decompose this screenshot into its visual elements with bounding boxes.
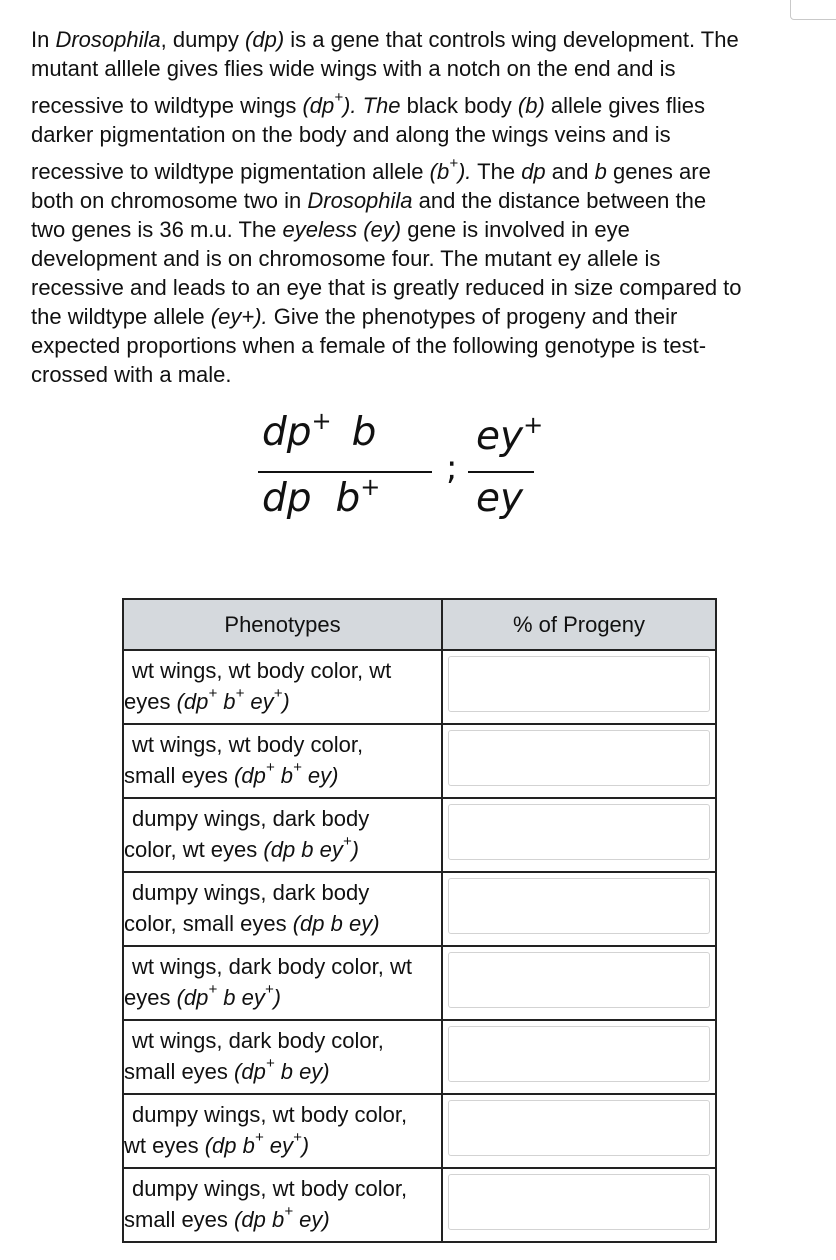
genotype-notation: ey (263, 1133, 293, 1158)
genotype-superscript: + (523, 411, 544, 439)
genotype-superscript: + (284, 1202, 293, 1220)
table-row (123, 946, 716, 1020)
phenotype-text: dumpy wings, wt body color, (132, 1102, 408, 1127)
genotype-text: b (351, 410, 377, 455)
genotype-superscript: + (265, 758, 275, 776)
genotype-superscript: + (292, 1128, 302, 1146)
phenotype-genotype (124, 833, 441, 866)
percent-input[interactable] (448, 1026, 710, 1082)
genotype-separator: ; (446, 448, 458, 488)
genotype-notation: ) (301, 1133, 310, 1158)
phenotype-text: color, wt eyes (124, 837, 264, 862)
percent-input[interactable] (448, 1100, 710, 1156)
genotype-top-right (476, 411, 544, 459)
percent-input[interactable] (448, 656, 710, 712)
prompt-text: ). The (343, 93, 401, 118)
phenotype-text: eyes (124, 689, 177, 714)
genotype-superscript: + (208, 980, 218, 998)
prompt-text: Drosophila (55, 27, 161, 52)
percent-cell (442, 1168, 716, 1242)
percent-cell (442, 650, 716, 724)
prompt-line: expected proportions when a female of the following genotype is test- (31, 333, 707, 358)
phenotype-cell (123, 946, 442, 1020)
phenotype-genotype (124, 1055, 441, 1088)
table-row (123, 798, 716, 872)
prompt-text: and (545, 159, 595, 184)
progeny-table (122, 598, 717, 1243)
prompt-text: Drosophila (307, 188, 413, 213)
genotype-notation: (dp b (234, 1207, 285, 1232)
table-row (123, 1168, 716, 1242)
phenotype-text: wt wings, dark body color, wt (132, 954, 413, 979)
percent-cell (442, 872, 716, 946)
prompt-text: b (594, 159, 607, 184)
genotype-notation: (dp (176, 985, 209, 1010)
prompt-line: mutant alllele gives flies wide wings with a notch on the end and is (31, 56, 676, 81)
fraction-bar-left (258, 471, 432, 473)
corner-widget (790, 0, 836, 20)
prompt-text: the wildtype allele (31, 304, 211, 329)
genotype-superscript: + (265, 1054, 275, 1072)
genotype-notation: ) (273, 985, 281, 1010)
prompt-superscript: + (334, 88, 344, 106)
prompt-line (31, 25, 821, 54)
genotype-notation: (dp b (204, 1133, 255, 1158)
genotype-notation: (dp (234, 1059, 266, 1084)
prompt-text: gene is involved in eye (401, 217, 630, 242)
prompt-text: (b) (517, 93, 545, 118)
prompt-line (31, 154, 821, 186)
prompt-line (31, 186, 821, 215)
phenotype-text: wt wings, dark body color, (132, 1028, 384, 1053)
prompt-text: In (31, 27, 56, 52)
prompt-text: ). (457, 159, 472, 184)
genotype-notation: ey) (292, 1207, 330, 1232)
phenotype-genotype (124, 1203, 441, 1236)
phenotype-genotype (124, 981, 441, 1014)
prompt-text: The (471, 159, 522, 184)
percent-cell (442, 724, 716, 798)
genotype-notation: b ey) (274, 1059, 330, 1084)
phenotype-cell (123, 1094, 442, 1168)
genotype-superscript: + (292, 758, 302, 776)
percent-input[interactable] (448, 878, 710, 934)
prompt-text: both on chromosome two in (31, 188, 308, 213)
phenotype-cell (123, 1020, 442, 1094)
phenotype-text: eyes (124, 985, 177, 1010)
genotype-notation: (dp b ey) (292, 911, 380, 936)
prompt-superscript: + (449, 154, 458, 172)
genotype-superscript: + (208, 684, 218, 702)
genotype-notation: ey) (301, 763, 339, 788)
genotype-notation: (dp (176, 689, 209, 714)
prompt-line (31, 88, 821, 120)
genotype-superscript: + (273, 684, 283, 702)
phenotype-cell (123, 798, 442, 872)
prompt-text: recessive to wildtype pigmentation allele (31, 159, 430, 184)
prompt-text: Give the phenotypes of progeny and their (267, 304, 678, 329)
prompt-text: (dp (302, 93, 335, 118)
genotype-top-left (262, 407, 377, 455)
phenotype-text: wt wings, wt body color, wt (132, 658, 392, 683)
phenotype-genotype (124, 1129, 441, 1162)
phenotype-genotype (124, 759, 441, 792)
phenotype-text: dumpy wings, wt body color, (132, 1176, 408, 1201)
phenotypes-header: Phenotypes (123, 599, 442, 650)
prompt-line: recessive and leads to an eye that is greatly reduced in size compared to (31, 275, 742, 300)
genotype-bottom-right: ey (476, 476, 524, 521)
percent-cell (442, 1094, 716, 1168)
prompt-text: eyeless (ey) (282, 217, 402, 242)
prompt-text: is a gene that controls wing development. The (284, 27, 739, 52)
percent-input[interactable] (448, 730, 710, 786)
prompt-line: development and is on chromosome four. The mutant ey allele is (31, 246, 661, 271)
prompt-text: (dp) (245, 27, 285, 52)
prompt-text: and the distance between the (412, 188, 707, 213)
genotype-notation: b (274, 763, 293, 788)
prompt-line: darker pigmentation on the body and along the wings veins and is (31, 122, 671, 147)
phenotype-text: small eyes (124, 1059, 235, 1084)
genotype-notation: ) (351, 837, 359, 862)
phenotype-text: small eyes (124, 1207, 235, 1232)
genotype-notation: b (217, 689, 236, 714)
phenotype-text: small eyes (124, 763, 235, 788)
prompt-text: (b (429, 159, 450, 184)
prompt-line: crossed with a male. (31, 362, 232, 387)
percent-input[interactable] (448, 1174, 710, 1230)
table-row (123, 1020, 716, 1094)
prompt-text: recessive to wildtype wings (31, 93, 303, 118)
genotype-text: dp (262, 476, 312, 521)
question-prompt (31, 25, 821, 389)
phenotype-text: wt eyes (124, 1133, 205, 1158)
table-row (123, 1094, 716, 1168)
phenotype-cell (123, 1168, 442, 1242)
genotype-superscript: + (264, 980, 274, 998)
phenotype-text: color, small eyes (124, 911, 293, 936)
percent-input[interactable] (448, 952, 710, 1008)
phenotype-cell (123, 650, 442, 724)
percent-cell (442, 798, 716, 872)
genotype-superscript: + (235, 684, 245, 702)
prompt-text: (ey+). (210, 304, 268, 329)
phenotype-text: dumpy wings, dark body (132, 806, 370, 831)
fraction-bar-right (468, 471, 534, 473)
prompt-text: two genes is 36 m.u. The (31, 217, 283, 242)
percent-progeny-header: % of Progeny (442, 599, 716, 650)
genotype-bottom-left (262, 473, 381, 521)
genotype-notation: b ey (217, 985, 265, 1010)
genotype-superscript: + (254, 1128, 264, 1146)
genotype-diagram (258, 408, 558, 538)
genotype-text: ey (476, 414, 524, 459)
percent-cell (442, 946, 716, 1020)
prompt-text: black body (400, 93, 518, 118)
prompt-line (31, 215, 821, 244)
table-header-row (123, 599, 716, 650)
prompt-text: allele gives flies (544, 93, 705, 118)
table-row (123, 872, 716, 946)
phenotype-cell (123, 872, 442, 946)
genotype-notation: ey (244, 689, 274, 714)
phenotype-text: wt wings, wt body color, (132, 732, 364, 757)
genotype-text: dp (262, 410, 312, 455)
genotype-notation: (dp b ey (263, 837, 343, 862)
genotype-notation: (dp (234, 763, 266, 788)
prompt-text: dp (521, 159, 546, 184)
percent-input[interactable] (448, 804, 710, 860)
prompt-text: , dumpy (160, 27, 246, 52)
phenotype-genotype (124, 685, 441, 718)
genotype-superscript: + (342, 832, 352, 850)
genotype-superscript: + (311, 407, 332, 435)
table-row (123, 724, 716, 798)
phenotype-cell (123, 724, 442, 798)
genotype-text: b (335, 476, 361, 521)
prompt-line (31, 302, 821, 331)
genotype-superscript: + (360, 473, 381, 501)
prompt-text: genes are (606, 159, 711, 184)
percent-cell (442, 1020, 716, 1094)
table-row (123, 650, 716, 724)
phenotype-genotype (124, 907, 441, 940)
genotype-notation: ) (282, 689, 290, 714)
phenotype-text: dumpy wings, dark body (132, 880, 370, 905)
